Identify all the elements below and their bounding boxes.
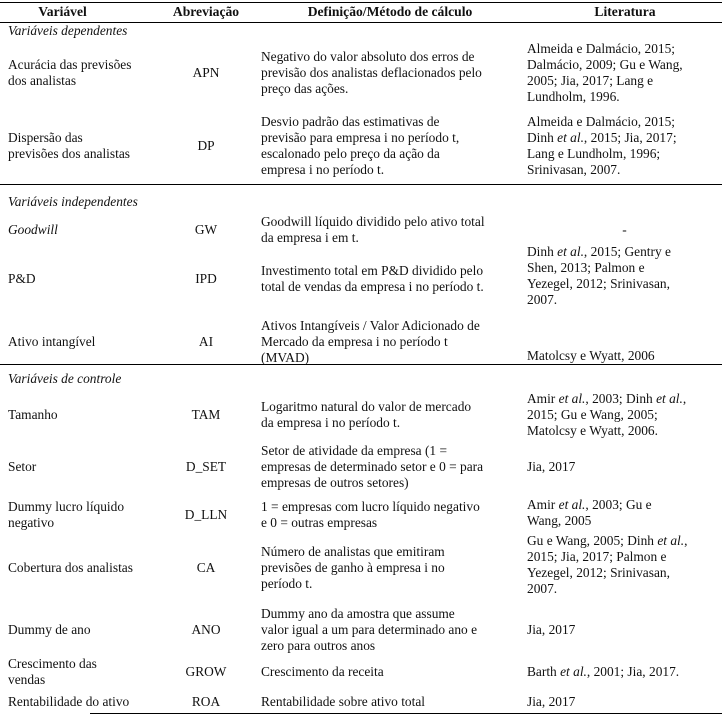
- text-line: Acurácia das previsões: [8, 57, 132, 72]
- text-line: Matolcsy e Wyatt, 2006.: [527, 423, 658, 438]
- text-line: empresas de determinado setor e 0 = para: [261, 459, 484, 474]
- definition-cell: [261, 606, 523, 654]
- variable-cell: [8, 560, 158, 576]
- text-line: Lang e Lundholm, 1996;: [527, 146, 661, 161]
- variable-cell: [8, 222, 158, 238]
- text-line: previsão para empresa i no período t,: [261, 130, 460, 145]
- text-line: escalonado pelo preço da ação da: [261, 146, 440, 161]
- text-line: Tamanho: [8, 407, 58, 422]
- literature-cell: [527, 41, 722, 105]
- text-line: Matolcsy e Wyatt, 2006: [527, 348, 655, 363]
- text-line: da empresa i em t.: [261, 229, 359, 245]
- text-line: dos analistas: [8, 73, 77, 88]
- abbreviation-cell: D_SET: [185, 459, 227, 474]
- top-rule: [0, 2, 722, 3]
- text-line: 2007.: [527, 292, 558, 307]
- variable-cell: [8, 334, 158, 350]
- text-line: Goodwill líquido dividido pelo ativo total: [261, 213, 485, 229]
- text-line: vendas: [8, 672, 46, 687]
- definition-cell: [261, 544, 523, 592]
- abbreviation-cell: DP: [197, 138, 215, 153]
- section-title: Variáveis de controle: [8, 371, 122, 386]
- header-variavel: Variável: [38, 4, 87, 19]
- definition-cell: [261, 263, 523, 295]
- definition-cell: [261, 664, 523, 680]
- text-line: Dispersão das: [8, 130, 83, 145]
- variable-cell: [8, 499, 158, 531]
- text-line: Goodwill: [8, 221, 58, 237]
- text-line: previsão dos analistas deflacionados pelo: [261, 65, 482, 80]
- abbreviation-cell: D_LLN: [184, 507, 228, 522]
- text-line: Dummy de ano: [8, 622, 91, 637]
- variable-cell: [8, 130, 158, 162]
- header-definicao: Definição/Método de cálculo: [307, 4, 473, 19]
- section-title: Variáveis independentes: [8, 194, 138, 209]
- variable-cell: [8, 694, 158, 710]
- text-line: e 0 = outras empresas: [261, 515, 378, 530]
- text-line: Lundholm, 1996.: [527, 89, 620, 104]
- literature-cell: [527, 533, 722, 597]
- text-line: negativo: [8, 515, 55, 530]
- text-line: valor igual a um para determinado ano e: [261, 622, 478, 637]
- definition-cell: [261, 214, 523, 246]
- definition-cell: [261, 694, 523, 710]
- text-line: Negativo do valor absoluto dos erros de: [261, 49, 475, 64]
- abbreviation-cell: GW: [194, 221, 218, 237]
- definition-cell: [261, 49, 523, 97]
- text-line: Dalmácio, 2009; Gu e Wang,: [527, 57, 683, 72]
- text-line: período t.: [261, 576, 313, 591]
- definition-cell: [261, 499, 523, 531]
- definition-cell: [261, 399, 523, 431]
- text-line: Yezegel, 2012; Srinivasan,: [527, 276, 670, 291]
- text-line: empresa i no período t.: [261, 162, 385, 177]
- text-line: Gu e Wang, 2005; Dinh et al.,: [527, 533, 688, 548]
- text-line: Setor de atividade da empresa (1 =: [261, 443, 448, 458]
- text-line: Dinh et al., 2015; Gentry e: [527, 244, 671, 259]
- text-line: Dummy ano da amostra que assume: [261, 606, 455, 621]
- literature-cell: [527, 391, 722, 439]
- section-rule-1: [0, 184, 722, 185]
- variable-cell: [8, 407, 158, 423]
- text-line: Shen, 2013; Palmon e: [527, 260, 645, 275]
- text-line: Amir et al., 2003; Dinh et al.,: [527, 391, 687, 406]
- text-line: Wang, 2005: [527, 513, 592, 528]
- text-line: total de vendas da empresa i no período t.: [261, 279, 484, 294]
- literature-cell: [527, 497, 722, 529]
- text-line: Srinivasan, 2007.: [527, 162, 621, 177]
- text-line: P&D: [8, 271, 36, 286]
- text-line: Almeida e Dalmácio, 2015;: [527, 114, 675, 129]
- variable-cell: [8, 656, 158, 688]
- text-line: Mercado da empresa i no período t: [261, 334, 448, 349]
- text-line: 1 = empresas com lucro líquido negativo: [261, 499, 480, 514]
- text-line: 2015; Jia, 2017; Palmon e: [527, 549, 667, 564]
- bottom-rule: [90, 713, 722, 714]
- text-line: Dinh et al., 2015; Jia, 2017;: [527, 130, 677, 145]
- abbreviation-cell: CA: [196, 560, 216, 575]
- literature-cell: [527, 664, 722, 680]
- variable-cell: [8, 57, 158, 89]
- header-literatura: Literatura: [594, 4, 656, 19]
- abbreviation-cell: AI: [198, 334, 214, 349]
- text-line: Rentabilidade do ativo: [8, 694, 130, 709]
- text-line: previsões de ganho à empresa i no: [261, 560, 445, 575]
- variable-cell: [8, 271, 158, 287]
- literature-cell: [527, 694, 722, 710]
- definition-cell: [261, 443, 523, 491]
- text-line: Logaritmo natural do valor de mercado: [261, 399, 472, 414]
- abbreviation-cell: APN: [192, 65, 220, 80]
- literature-cell: [527, 244, 722, 308]
- text-line: Crescimento das: [8, 656, 97, 671]
- text-line: Setor: [8, 459, 37, 474]
- variable-cell: [8, 622, 158, 638]
- text-line: Rentabilidade sobre ativo total: [261, 694, 425, 709]
- text-line: Jia, 2017: [527, 459, 576, 474]
- abbreviation-cell: IPD: [195, 271, 217, 286]
- text-line: Barth et al., 2001; Jia, 2017.: [527, 664, 680, 679]
- section-title: Variáveis dependentes: [8, 23, 128, 38]
- text-line: -: [622, 221, 627, 237]
- text-line: Investimento total em P&D dividido pelo: [261, 263, 484, 278]
- text-line: Yezegel, 2012; Srinivasan,: [527, 565, 670, 580]
- abbreviation-cell: ANO: [191, 622, 221, 637]
- text-line: (MVAD): [261, 350, 310, 365]
- text-line: Almeida e Dalmácio, 2015;: [527, 41, 675, 56]
- literature-cell: [527, 222, 722, 238]
- text-line: Amir et al., 2003; Gu e: [527, 497, 652, 512]
- text-line: Número de analistas que emitiram: [261, 544, 445, 559]
- text-line: Jia, 2017: [527, 694, 576, 709]
- text-line: Ativo intangível: [8, 334, 96, 349]
- text-line: zero para outros anos: [261, 638, 376, 653]
- variable-cell: [8, 459, 158, 475]
- definition-cell: [261, 114, 523, 178]
- text-line: Dummy lucro líquido: [8, 499, 125, 514]
- abbreviation-cell: GROW: [185, 664, 227, 679]
- text-line: preço das ações.: [261, 81, 349, 96]
- definition-cell: [261, 318, 523, 366]
- literature-cell: [527, 114, 722, 178]
- literature-cell: [527, 622, 722, 638]
- literature-cell: [527, 459, 722, 475]
- text-line: Ativos Intangíveis / Valor Adicionado de: [261, 318, 480, 333]
- text-line: Crescimento da receita: [261, 664, 384, 679]
- text-line: Desvio padrão das estimativas de: [261, 114, 440, 129]
- text-line: empresas de outros setores): [261, 475, 409, 490]
- text-line: 2007.: [527, 581, 558, 596]
- header-abreviacao: Abreviação: [172, 4, 240, 19]
- text-line: da empresa i no período t.: [261, 415, 401, 430]
- abbreviation-cell: ROA: [191, 694, 221, 709]
- text-line: Jia, 2017: [527, 622, 576, 637]
- abbreviation-cell: TAM: [191, 407, 221, 422]
- text-line: 2015; Gu e Wang, 2005;: [527, 407, 658, 422]
- literature-cell: [527, 348, 722, 364]
- text-line: 2005; Jia, 2017; Lang e: [527, 73, 654, 88]
- text-line: previsões dos analistas: [8, 146, 130, 161]
- text-line: Cobertura dos analistas: [8, 560, 133, 575]
